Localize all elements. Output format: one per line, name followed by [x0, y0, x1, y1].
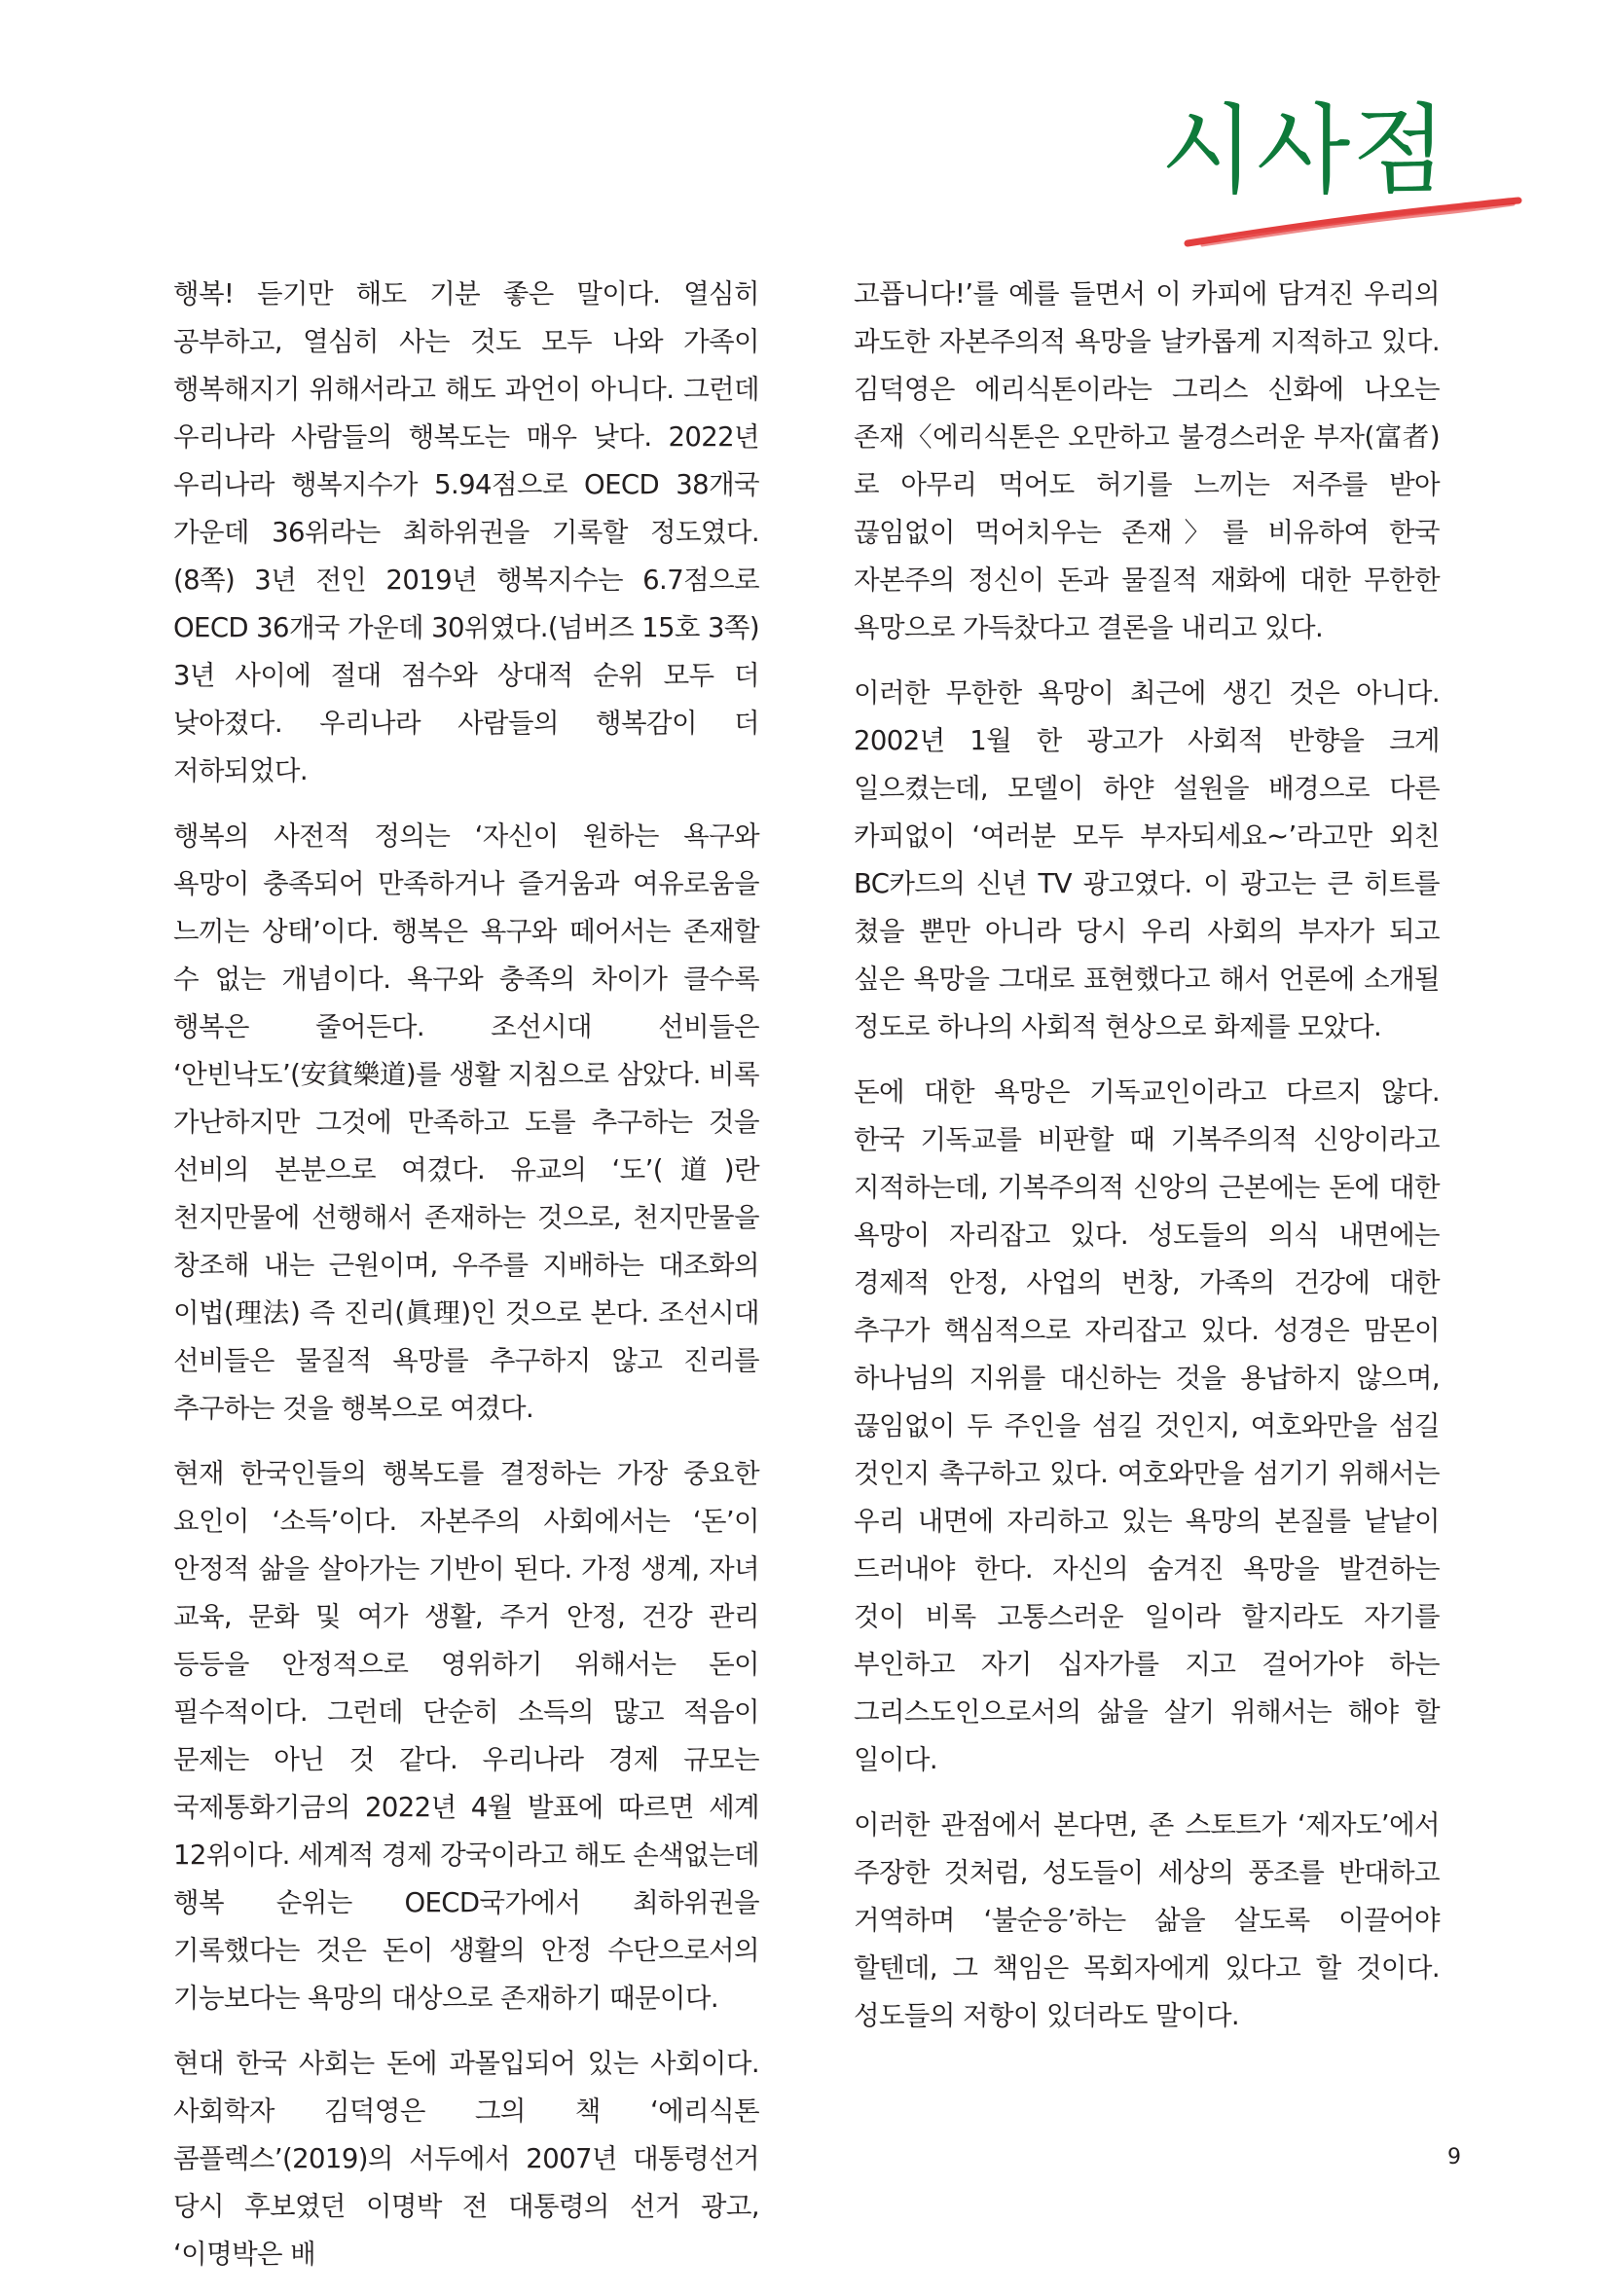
- paragraph: 이러한 관점에서 본다면, 존 스토트가 ‘제자도’에서 주장한 것처럼, 성도들이 세상의 풍조를 반대하고 거역하며 ‘불순응’하는 삶을 살도록 이끌어야 할텐데, 그 책임은 목회자에게 있다고 할 것이다. 성도들의 저항이 있더라도 말이다.: [854, 1809, 1440, 2031]
- paragraph: 현대 한국 사회는 돈에 과몰입되어 있는 사회이다. 사회학자 김덕영은 그의 책 ‘에리식톤 콤플렉스’(2019)의 서두에서 2007년 대통령선거 당시 후보였던 이명박 전 대통령의 선거 광고, ‘이명박은 배: [173, 2048, 759, 2270]
- left-text-column: [173, 271, 759, 2296]
- red-brush-stroke: [1183, 195, 1523, 253]
- paragraph: 이러한 무한한 욕망이 최근에 생긴 것은 아니다. 2002년 1월 한 광고가 사회적 반향을 크게 일으켰는데, 모델이 하얀 설원을 배경으로 다른 카피없이 ‘여러분 모두 부자되세요~’라고만 외친 BC카드의 신년 TV 광고였다. 이 광고는 큰 히트를 쳤을 뿐만 아니라 당시 우리 사회의 부자가 되고 싶은 욕망을 그대로 표현했다고 해서 언론에 소개될 정도로 하나의 사회적 현상으로 화제를 모았다.: [854, 677, 1440, 1042]
- right-text-column: [854, 271, 1440, 2058]
- paragraph: 현재 한국인들의 행복도를 결정하는 가장 중요한 요인이 ‘소득’이다. 자본주의 사회에서는 ‘돈’이 안정적 삶을 살아가는 기반이 된다. 가정 생계, 자녀 교육, 문화 및 여가 생활, 주거 안정, 건강 관리 등등을 안정적으로 영위하기 위해서는 돈이 필수적이다. 그런데 단순히 소득의 많고 적음이 문제는 아닌 것 같다. 우리나라 경제 규모는 국제통화기금의 2022년 4월 발표에 따르면 세계 12위이다. 세계적 경제 강국이라고 해도 손색없는데 행복 순위는 OECD국가에서 최하위권을 기록했다는 것은 돈이 생활의 안정 수단으로서의 기능보다는 욕망의 대상으로 존재하기 때문이다.: [173, 1458, 759, 2014]
- paragraph: 행복! 듣기만 해도 기분 좋은 말이다. 열심히 공부하고, 열심히 사는 것도 모두 나와 가족이 행복해지기 위해서라고 해도 과언이 아니다. 그런데 우리나라 사람들의 행복도는 매우 낮다. 2022년 우리나라 행복지수가 5.94점으로 OECD 38개국 가운데 36위라는 최하위권을 기록할 정도였다.(8쪽) 3년 전인 2019년 행복지수는 6.7점으로 OECD 36개국 가운데 30위였다.(넘버즈 15호 3쪽) 3년 사이에 절대 점수와 상대적 순위 모두 더 낮아졌다. 우리나라 사람들의 행복감이 더 저하되었다.: [173, 278, 759, 786]
- paragraph: 고픕니다!’를 예를 들면서 이 카피에 담겨진 우리의 과도한 자본주의적 욕망을 날카롭게 지적하고 있다. 김덕영은 에리식톤이라는 그리스 신화에 나오는 존재〈에리식톤은 오만하고 불경스러운 부자(富者)로 아무리 먹어도 허기를 느끼는 저주를 받아 끊임없이 먹어치우는 존재〉를 비유하여 한국 자본주의 정신이 돈과 물질적 재화에 대한 무한한 욕망으로 가득찼다고 결론을 내리고 있다.: [854, 278, 1440, 643]
- paragraph: 행복의 사전적 정의는 ‘자신이 원하는 욕구와 욕망이 충족되어 만족하거나 즐거움과 여유로움을 느끼는 상태’이다. 행복은 욕구와 떼어서는 존재할 수 없는 개념이다. 욕구와 충족의 차이가 클수록 행복은 줄어든다. 조선시대 선비들은 ‘안빈낙도’(安貧樂道)를 생활 지침으로 삼았다. 비록 가난하지만 그것에 만족하고 도를 추구하는 것을 선비의 본분으로 여겼다. 유교의 ‘도’(道)란 천지만물에 선행해서 존재하는 것으로, 천지만물을 창조해 내는 근원이며, 우주를 지배하는 대조화의 이법(理法) 즉 진리(眞理)인 것으로 본다. 조선시대 선비들은 물질적 욕망를 추구하지 않고 진리를 추구하는 것을 행복으로 여겼다.: [173, 820, 759, 1424]
- paragraph: 돈에 대한 욕망은 기독교인이라고 다르지 않다. 한국 기독교를 비판할 때 기복주의적 신앙이라고 지적하는데, 기복주의적 신앙의 근본에는 돈에 대한 욕망이 자리잡고 있다. 성도들의 의식 내면에는 경제적 안정, 사업의 번창, 가족의 건강에 대한 추구가 핵심적으로 자리잡고 있다. 성경은 맘몬이 하나님의 지위를 대신하는 것을 용납하지 않으며, 끊임없이 두 주인을 섬길 것인지, 여호와만을 섬길 것인지 촉구하고 있다. 여호와만을 섬기기 위해서는 우리 내면에 자리하고 있는 욕망의 본질를 낱낱이 드러내야 한다. 자신의 숨겨진 욕망을 발견하는 것이 비록 고통스러운 일이라 할지라도 자기를 부인하고 자기 십자가를 지고 걸어가야 하는 그리스도인으로서의 삶을 살기 위해서는 해야 할 일이다.: [854, 1076, 1440, 1775]
- page-number: 9: [1447, 2145, 1461, 2169]
- section-title: 시사점: [1160, 93, 1448, 207]
